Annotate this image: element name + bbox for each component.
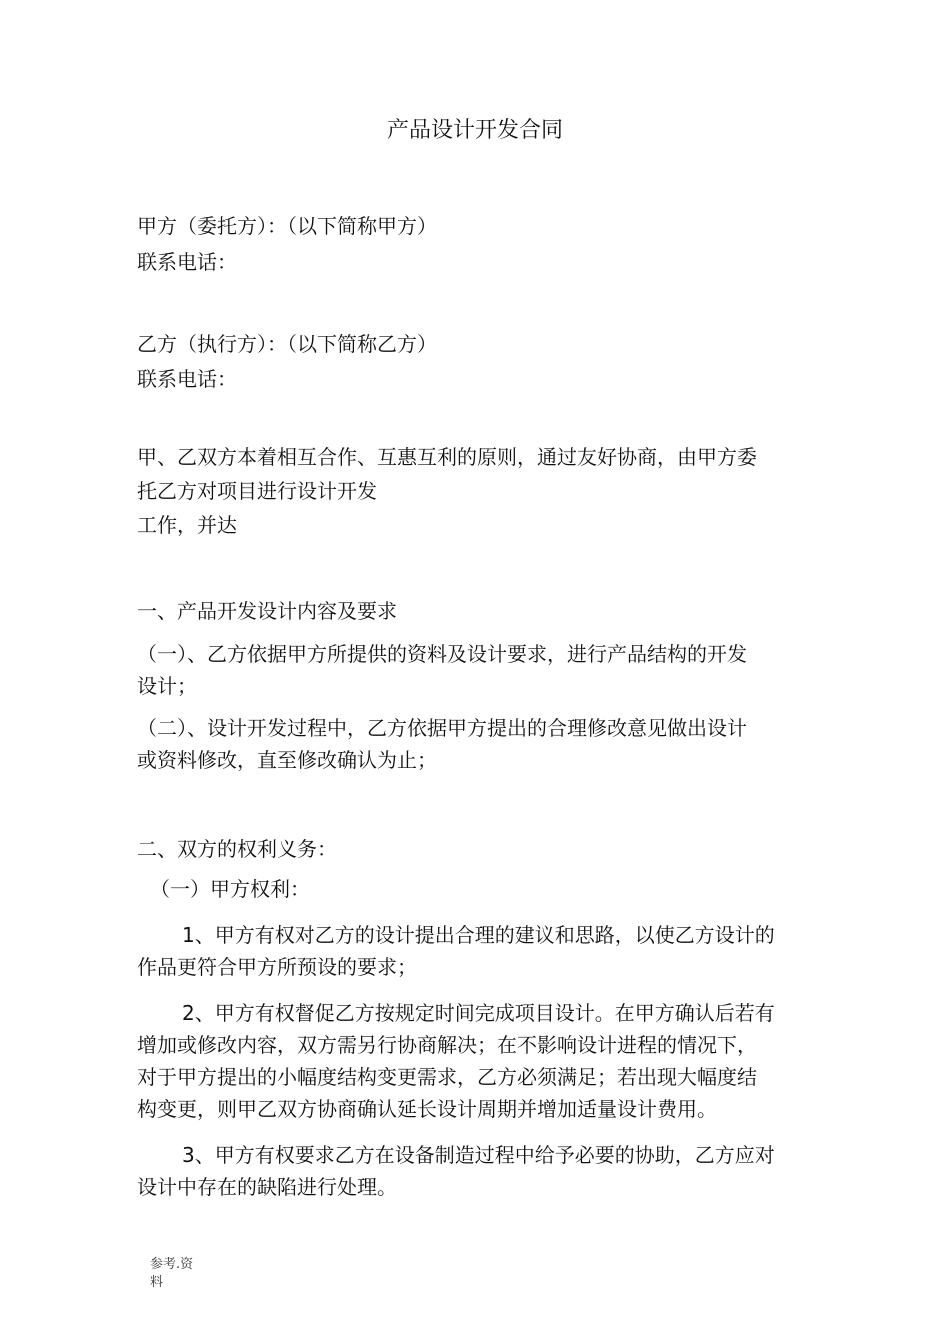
section-2-subheading: （一）甲方权利：	[150, 877, 310, 901]
section-2-para-2-line-3: 对于甲方提出的小幅度结构变更需求，乙方必须满足；若出现大幅度结	[137, 1065, 757, 1089]
footer-line-1: 参考.资	[150, 1257, 194, 1272]
party-b-label: 乙方（执行方）：（以下简称乙方）	[137, 332, 437, 356]
section-1-item-1-line-1: （一）、乙方依据甲方所提供的资料及设计要求，进行产品结构的开发	[137, 642, 747, 666]
section-2-para-3-line-1: 3、甲方有权要求乙方在设备制造过程中给予必要的协助，乙方应对	[182, 1143, 775, 1167]
party-a-label: 甲方（委托方）：（以下简称甲方）	[137, 214, 437, 238]
preamble-line-2: 托乙方对项目进行设计开发	[137, 479, 377, 503]
section-2-para-2-line-1: 2、甲方有权督促乙方按规定时间完成项目设计。在甲方确认后若有	[182, 1001, 775, 1025]
section-2-para-1-line-2: 作品更符合甲方所预设的要求；	[137, 955, 417, 979]
section-2-para-1-line-1: 1、甲方有权对乙方的设计提出合理的建议和思路，以使乙方设计的	[182, 923, 775, 947]
party-b-phone: 联系电话：	[137, 367, 237, 391]
section-2-heading: 二、双方的权利义务：	[137, 837, 337, 861]
section-1-item-2-line-2: 或资料修改，直至修改确认为止；	[137, 748, 437, 772]
section-2-para-3-line-2: 设计中存在的缺陷进行处理。	[137, 1175, 397, 1199]
party-a-phone: 联系电话：	[137, 250, 237, 274]
page-footer	[150, 1256, 193, 1292]
footer-line-2: 料	[150, 1275, 164, 1290]
section-1-item-2-line-1: （二）、设计开发过程中，乙方依据甲方提出的合理修改意见做出设计	[137, 716, 747, 740]
preamble-line-3: 工作，并达	[137, 513, 237, 537]
section-2-para-2-line-2: 增加或修改内容，双方需另行协商解决；在不影响设计进程的情况下，	[137, 1033, 757, 1057]
document-title: 产品设计开发合同	[386, 118, 563, 143]
preamble-line-1: 甲、乙双方本着相互合作、互惠互利的原则，通过友好协商，由甲方委	[137, 445, 757, 469]
section-1-item-1-line-2: 设计；	[137, 674, 197, 698]
section-2-para-2-line-4: 构变更，则甲乙双方协商确认延长设计周期并增加适量设计费用。	[137, 1097, 717, 1121]
section-1-heading: 一、产品开发设计内容及要求	[137, 599, 397, 623]
